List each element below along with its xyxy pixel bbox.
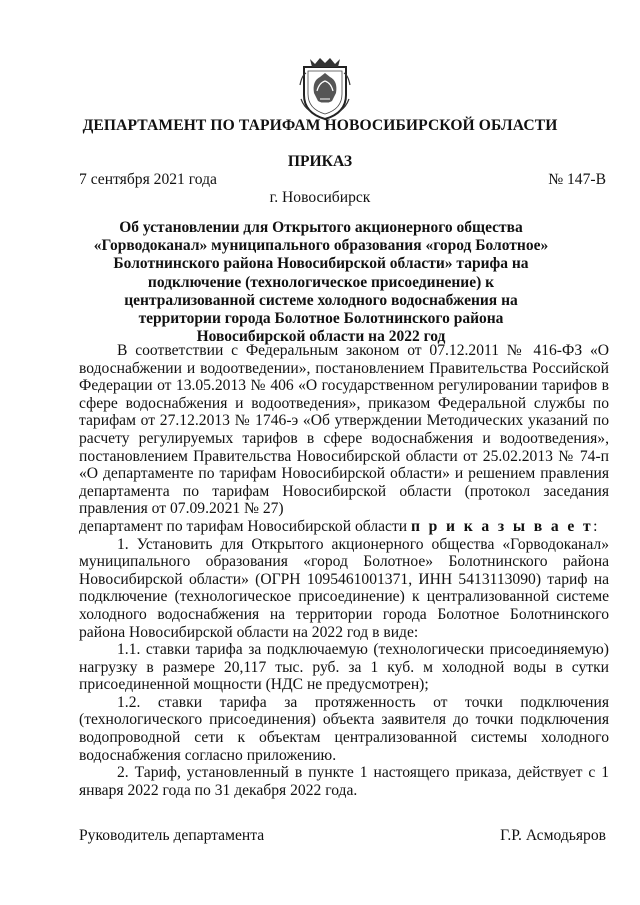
item-1-paragraph: 1. Установить для Открытого акционерного общества «Горводоканал» муниципального образования «город Болотное» Болотнинского района Новосибирской области» (ОГРН 1095461001371, ИНН 5413113090) тариф на подключение (технологическое присоединение) к централизованной системе холодного водоснабжения на территории города Болотное Болотнинского района Новосибирской области на 2022 год в виде:: [79, 535, 609, 641]
preamble-paragraph: В соответствии с Федеральным законом от 07.12.2011 № 416-ФЗ «О водоснабжении и водоотведении», постановлением Правительства Российской Федерации от 13.05.2013 № 406 «О государственном регулировании тарифов в сфере водоснабжения и водоотведения», приказом Федеральной службы по тарифам от 27.12.2013 № 1746-э «Об утверждении Методических указаний по расчету регулируемых тарифов в сфере водоснабжения и водоотведения», постановлением Правительства Новосибирской области от 25.02.2013 № 74-п «О департаменте по тарифам Новосибирской области» и решением правления департамента по тарифам Новосибирской области (протокол заседания правления от 07.09.2021 № 27): [79, 342, 609, 518]
item-1-1-paragraph: 1.1. ставки тарифа за подключаемую (технологически присоединяемую) нагрузку в размере 20,117 тыс. руб. за 1 куб. м холодной воды в сутки присоединенной мощности (НДС не предусмотрен);: [79, 641, 609, 694]
item-2-paragraph: 2. Тариф, установленный в пункте 1 настоящего приказа, действует с 1 января 2022 года по 31 декабря 2022 года.: [79, 764, 609, 799]
orders-line: [79, 518, 609, 536]
coat-of-arms-icon: [298, 55, 352, 121]
city: г. Новосибирск: [269, 189, 371, 206]
order-subject: Об установлении для Открытого акционерного общества «Горводоканал» муниципального образования «город Болотное» Болотнинского района Новосибирской области» тарифа на подключение (технологическое присоединение) к централизованной системе холодного водоснабжения на территории города Болотное Болотнинского района Новосибирской области на 2022 год: [93, 219, 549, 346]
orders-prefix: департамент по тарифам Новосибирской области: [79, 517, 411, 535]
order-body: [79, 342, 609, 799]
department-title: ДЕПАРТАМЕНТ ПО ТАРИФАМ НОВОСИБИРСКОЙ ОБЛАСТИ: [82, 117, 558, 134]
document-type: ПРИКАЗ: [287, 153, 353, 170]
orders-suffix: :: [593, 517, 598, 535]
order-number: № 147-В: [548, 171, 606, 188]
order-date: 7 сентября 2021 года: [79, 171, 217, 188]
item-1-2-paragraph: 1.2. ставки тарифа за протяженность от точки подключения (технологического присоединения) объекта заявителя до точки подключения водопроводной сети к объектам централизованной системы холодного водоснабжения согласно приложению.: [79, 693, 609, 764]
signer-name: Г.Р. Асмодьяров: [500, 827, 606, 844]
orders-word: п р и к а з ы в а е т: [411, 517, 594, 535]
signer-role: Руководитель департамента: [79, 827, 265, 844]
